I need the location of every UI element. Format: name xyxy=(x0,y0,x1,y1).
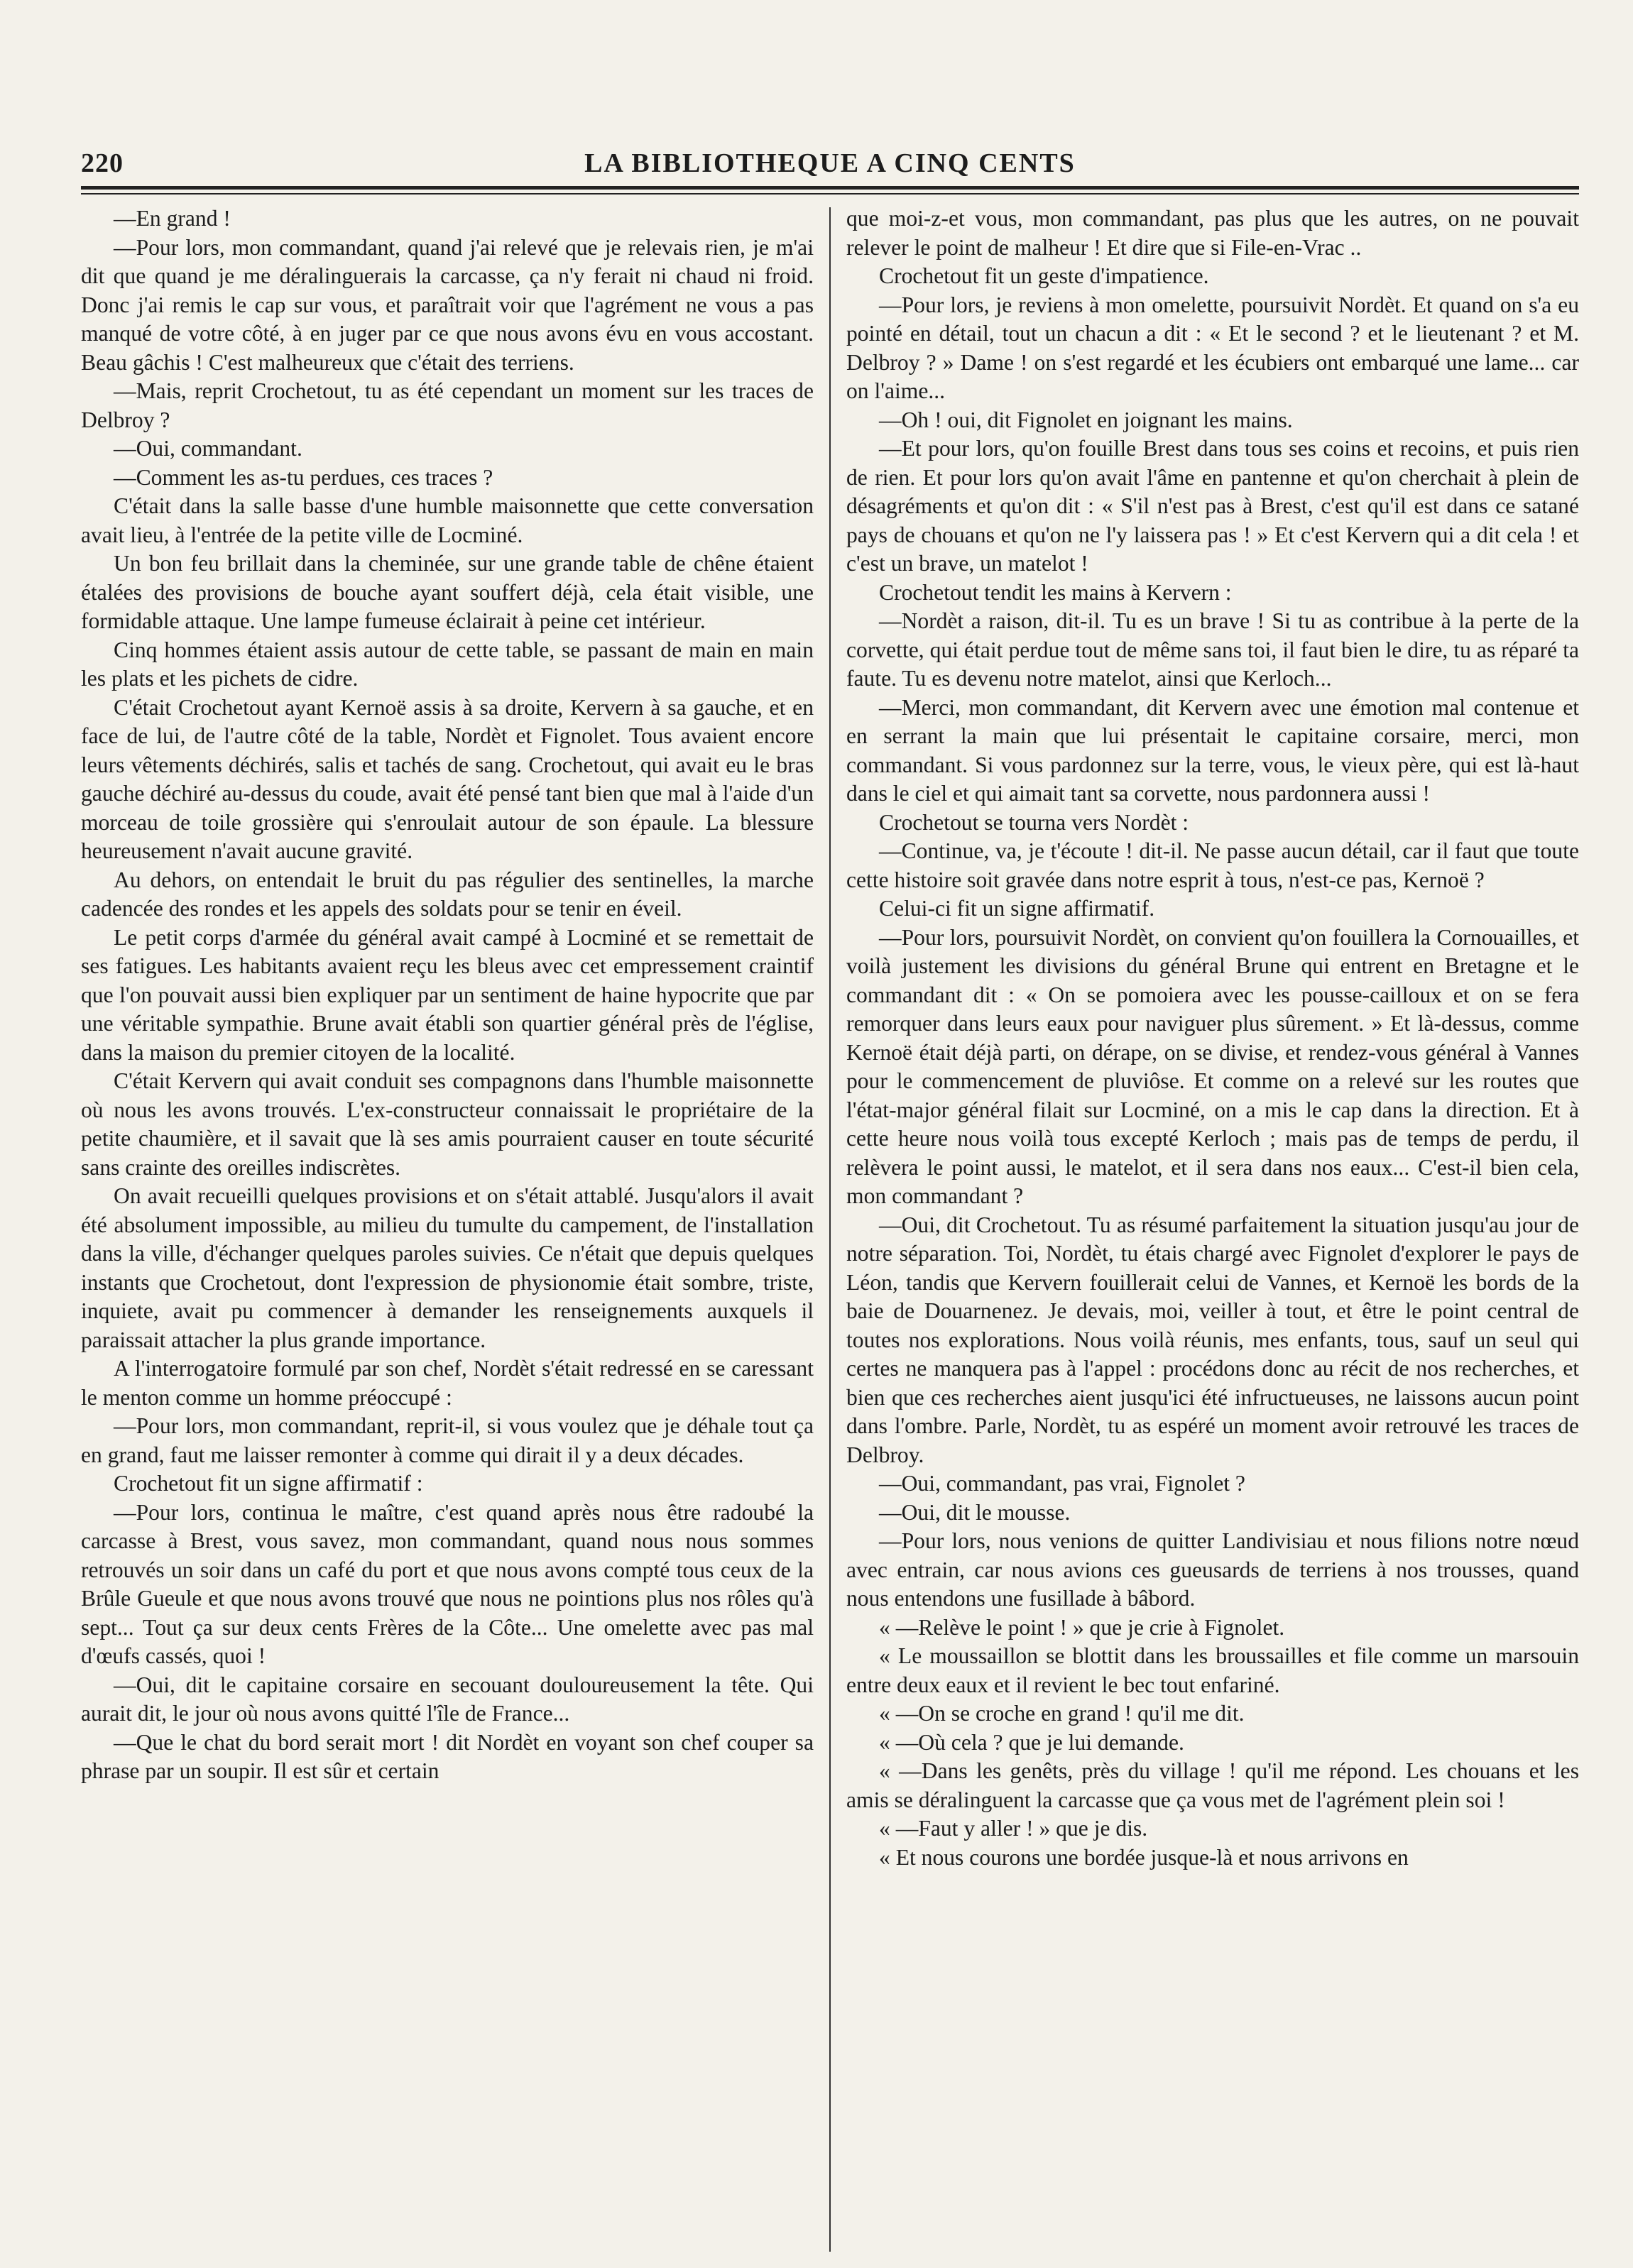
paragraph: C'était Kervern qui avait conduit ses compagnons dans l'humble maisonnette où nous les avons trouvés. L'ex-constructeur connaissait le propriétaire de la petite chaumière, et il savait que là ses amis pourraient causer en toute sécurité sans crainte des oreilles indiscrètes. xyxy=(81,1068,814,1180)
paragraph: —Et pour lors, qu'on fouille Brest dans tous ses coins et recoins, et puis rien de rien. Et pour lors qu'on avait l'âme en pantenne et qu'on cherchait à plein de désagréments et qu'on dit : « S'il n'est pas à Brest, c'est qu'il est dans ce satané pays de chouans et qu'on ne l'y laissera pas ! » Et c'est Kervern qui a dit cela ! et c'est un brave, un matelot ! xyxy=(846,436,1579,576)
paragraph: C'était Crochetout ayant Kernoë assis à sa droite, Kervern à sa gauche, et en face de lui, de l'autre côté de la table, Nordèt et Fignolet. Tous avaient encore leurs vêtements déchirés, salis et tachés de sang. Crochetout, qui avait eu le bras gauche déchiré au-dessus du coude, avait été pensé tant bien que mal à l'aide d'un morceau de toile grossière qui s'enroulait autour de son épaule. La blessure heureusement n'avait aucune gravité. xyxy=(81,694,814,863)
paragraph: —Oh ! oui, dit Fignolet en joignant les mains. xyxy=(879,407,1293,432)
paragraph: Le petit corps d'armée du général avait campé à Locminé et se remettait de ses fatigues. Les habitants avaient reçu les bleus avec cet empressement craintif que l'on pouvait aussi bien expliquer par un sentiment de haine hypocrite que par une véritable sympathie. Brune avait établi son quartier général près de l'église, dans la maison du premier citoyen de la localité. xyxy=(81,924,814,1065)
column-divider xyxy=(829,207,831,2252)
paragraph: « —On se croche en grand ! qu'il me dit. xyxy=(879,1701,1245,1726)
paragraph: —Pour lors, nous venions de quitter Landivisiau et nous filions notre nœud avec entrain, car nous avions ces gueusards de terriens à nos trousses, quand nous entendons une fusillade à bâbord. xyxy=(846,1528,1579,1611)
paragraph: A l'interrogatoire formulé par son chef, Nordèt s'était redressé en se caressant le menton comme un homme préoccupé : xyxy=(81,1356,814,1410)
paragraph: « —Relève le point ! » que je crie à Fignolet. xyxy=(879,1614,1285,1640)
paragraph: —Oui, dit Crochetout. Tu as résumé parfaitement la situation jusqu'au jour de notre séparation. Toi, Nordèt, tu étais chargé avec Fignolet d'explorer le pays de Léon, tandis que Kervern fouillerait celui de Vannes, et Kernoë les bords de la baie de Douarnenez. Je devais, moi, veiller à tout, et être le point central de toutes nos explorations. Nous voilà réunis, mes enfants, tous, sauf un seul qui certes ne manquera pas à l'appel : procédons donc au récit de nos recherches, et bien que ces recherches aient jusqu'ici été infructueuses, ne laissons aucun point dans l'ombre. Parle, Nordèt, tu as espéré un moment avoir retrouvé les traces de Delbroy. xyxy=(846,1212,1579,1467)
paragraph: —Oui, commandant, pas vrai, Fignolet ? xyxy=(879,1471,1245,1496)
paragraph: —Pour lors, je reviens à mon omelette, poursuivit Nordèt. Et quand on s'a eu pointé en détail, tout un chacun a dit : « Et le second ? et le lieutenant ? et M. Delbroy ? » Dame ! on s'est regardé et les écubiers ont embarqué une lame... car on l'aime... xyxy=(846,292,1579,403)
paragraph: « —Faut y aller ! » que je dis. xyxy=(879,1816,1148,1841)
paragraph: —Pour lors, continua le maître, c'est quand après nous être radoubé la carcasse à Brest, vous savez, mon commandant, quand nous nous sommes retrouvés un soir dans un café du port et que nous avons compté tous ceux de la Brûle Gueule et que nous avons trouvé que nous ne pointions plus nos rôles qu'à sept... Tout ça sur deux cents Frères de la Côte... Une omelette avec pas mal d'œufs cassés, quoi ! xyxy=(81,1499,814,1668)
paragraph: —Oui, dit le mousse. xyxy=(879,1499,1071,1525)
paragraph: « —Où cela ? que je lui demande. xyxy=(879,1729,1184,1755)
page-header xyxy=(81,142,1579,185)
paragraph: « —Dans les genêts, près du village ! qu'il me répond. Les chouans et les amis se déralinguent la carcasse que ça vous met de l'agrément plein soi ! xyxy=(846,1758,1579,1812)
paragraph: « Le moussaillon se blottit dans les broussailles et file comme un marsouin entre deux eaux et il revient le bec tout enfariné. xyxy=(846,1643,1579,1697)
paragraph: —Que le chat du bord serait mort ! dit Nordèt en voyant son chef couper sa phrase par un soupir. Il est sûr et certain xyxy=(81,1729,814,1783)
paragraph: Au dehors, on entendait le bruit du pas régulier des sentinelles, la marche cadencée des rondes et les appels des soldats pour se tenir en éveil. xyxy=(81,867,814,921)
paragraph: C'était dans la salle basse d'une humble maisonnette que cette conversation avait lieu, à l'entrée de la petite ville de Locminé. xyxy=(81,493,814,547)
paragraph: Cinq hommes étaient assis autour de cette table, se passant de main en main les plats et les pichets de cidre. xyxy=(81,637,814,691)
paragraph: —Pour lors, mon commandant, quand j'ai relevé que je relevais rien, je m'ai dit que quand je me déralinguerais la carcasse, ça n'y ferait ni chaud ni froid. Donc j'ai remis le cap sur vous, et paraîtrait voir que l'agrément ne vous a pas manqué de votre côté, à en juger par ce que nous avons évu en vous accostant. Beau gâchis ! C'est malheureux que c'était des terriens. xyxy=(81,234,814,375)
paragraph: —Oui, commandant. xyxy=(114,436,302,461)
paragraph: —Oui, dit le capitaine corsaire en secouant douloureusement la tête. Qui aurait dit, le jour où nous avons quitté l'île de France... xyxy=(81,1672,814,1726)
left-column xyxy=(81,204,814,2256)
text-columns xyxy=(81,204,1579,2256)
paragraph: Crochetout tendit les mains à Kervern : xyxy=(879,579,1232,605)
paragraph: —Nordèt a raison, dit-il. Tu es un brave ! Si tu as contribue à la perte de la corvette, qui était perdue tout de même sans toi, il faut bien le dire, tu as réparé ta faute. Tu es devenu notre matelot, ainsi que Kerloch... xyxy=(846,608,1579,691)
paragraph: Crochetout fit un signe affirmatif : xyxy=(114,1471,423,1496)
paragraph: On avait recueilli quelques provisions et on s'était attablé. Jusqu'alors il avait été absolument impossible, au milieu du tumulte du campement, de l'installation dans la ville, d'échanger quelques paroles suivies. Ce n'était que depuis quelques instants que Crochetout, dont l'expression de physionomie était sombre, triste, inquiete, avait pu commencer à demander les renseignements auxquels il paraissait attacher la plus grande importance. xyxy=(81,1183,814,1352)
running-title: LA BIBLIOTHEQUE A CINQ CENTS xyxy=(584,148,1076,178)
paragraph: Celui-ci fit un signe affirmatif. xyxy=(879,896,1155,921)
paragraph: —Comment les as-tu perdues, ces traces ? xyxy=(114,464,493,490)
header-rule-thin xyxy=(81,193,1579,195)
paragraph: Un bon feu brillait dans la cheminée, sur une grande table de chêne étaient étalées des provisions de bouche ayant souffert déjà, cela était visible, une formidable attaque. Une lampe fumeuse éclairait à peine cet intérieur. xyxy=(81,551,814,633)
paragraph: —En grand ! xyxy=(114,206,231,231)
paragraph: —Mais, reprit Crochetout, tu as été cependant un moment sur les traces de Delbroy ? xyxy=(81,378,814,432)
header-rule-thick xyxy=(81,186,1579,190)
paragraph: —Continue, va, je t'écoute ! dit-il. Ne passe aucun détail, car il faut que toute cette histoire soit gravée dans notre esprit à tous, n'est-ce pas, Kernoë ? xyxy=(846,838,1579,892)
paragraph: « Et nous courons une bordée jusque-là et nous arrivons en xyxy=(879,1844,1409,1870)
page-number: 220 xyxy=(81,148,124,178)
paragraph: —Merci, mon commandant, dit Kervern avec une émotion mal contenue et en serrant la main que lui présentait le capitaine corsaire, merci, mon commandant. Si vous pardonnez sur la terre, vous, le vieux père, qui est là-haut dans le ciel et qui aimait tant sa corvette, nous pardonnera aussi ! xyxy=(846,694,1579,806)
paragraph: Crochetout fit un geste d'impatience. xyxy=(879,263,1209,288)
right-column xyxy=(846,204,1579,2256)
paragraph: Crochetout se tourna vers Nordèt : xyxy=(879,809,1189,835)
paragraph: —Pour lors, poursuivit Nordèt, on convient qu'on fouillera la Cornouailles, et voilà justement les divisions du général Brune qui entrent en Bretagne et le commandant dit : « On se pomoiera avec les pousse-cailloux et on se fera remorquer dans leurs eaux pour naviguer plus sûrement. » Et là-dessus, comme Kernoë était déjà parti, on dérape, on se divise, et rendez-vous général à Vannes pour le commencement de pluviôse. Et comme on a relevé sur les routes que l'état-major général filait sur Locminé, on a mis le cap dans la direction. Et à cette heure nous voilà tous excepté Kerloch ; mais pas de temps de perdu, il relèvera le point aussi, le matelot, et il sera dans nos eaux... C'est-il bien cela, mon commandant ? xyxy=(846,924,1579,1208)
paragraph: —Pour lors, mon commandant, reprit-il, si vous voulez que je déhale tout ça en grand, faut me laisser remonter à comme qui dirait il y a deux décades. xyxy=(81,1413,814,1467)
paragraph: que moi-z-et vous, mon commandant, pas plus que les autres, on ne pouvait relever le point de malheur ! Et dire que si File-en-Vrac .. xyxy=(846,206,1579,260)
